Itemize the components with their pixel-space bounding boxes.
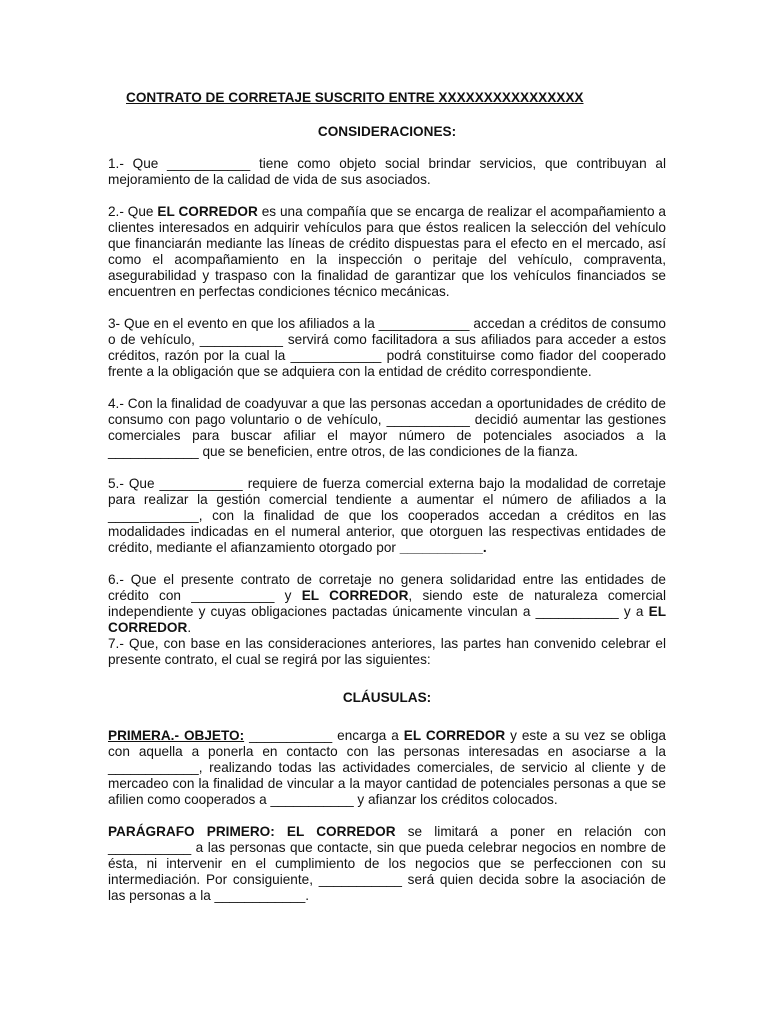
clauses-heading: CLÁUSULAS:: [342, 690, 432, 705]
consideration-5: 5.- Que ___________ requiere de fuerza comercial externa bajo la modalidad de corretaje para realizar la gestión comercial tendiente a aumentar el número de afiliados a la ____________, con la finalidad de que los cooperados accedan a créditos en las modalidades indicadas en el numeral anterior, que otorguen las respectivas entidades de crédito, mediante el afianzamiento otorgado por ___________.: [108, 476, 666, 555]
considerations-heading: CONSIDERACIONES:: [317, 124, 457, 139]
consideration-2: 2.- Que EL CORREDOR es una compañía que se encarga de realizar el acompañamiento a clientes interesados en adquirir vehículos para que éstos realicen la selección del vehículo que financiarán mediante las líneas de crédito dispuestas para el efecto en el mercado, así como el acompañamiento en la inspección o peritaje del vehículo, compraventa, asegurabilidad y traspaso con la finalidad de garantizar que los vehículos financiados se encuentren en perfectas condiciones técnico mecánicas.: [108, 204, 666, 299]
paragrafo-primero: PARÁGRAFO PRIMERO: EL CORREDOR se limitará a poner en relación con ___________ a las personas que contacte, sin que pueda celebrar negocios en nombre de ésta, ni intervenir en el cumplimiento de los negocios que se perfeccionen con su intermediación. Por consiguiente, ___________ será quien decida sobre la asociación de las personas a la ____________.: [108, 824, 666, 903]
clause-label: PARÁGRAFO PRIMERO: EL CORREDOR: [108, 824, 396, 839]
corredor-term: EL CORREDOR: [108, 604, 666, 635]
corredor-term: EL CORREDOR: [403, 728, 506, 743]
clause-primera: PRIMERA.- OBJETO: ___________ encarga a EL CORREDOR y este a su vez se obliga con aquella a ponerla en contacto con las personas interesadas en asociarse a la ____________, realizando todas las actividades comerciales, de servicio al cliente y de mercadeo con la finalidad de vincular a la mayor cantidad de potenciales personas a que se afilien como cooperados a ___________ y afianzar los créditos colocados.: [108, 728, 666, 807]
clause-label: PRIMERA.- OBJETO:: [108, 728, 245, 743]
consideration-4: 4.- Con la finalidad de coadyuvar a que las personas accedan a oportunidades de crédito de consumo con pago voluntario o de vehículo, ___________ decidió aumentar las gestiones comerciales para buscar afiliar el mayor número de potenciales asociados a la ____________ que se beneficien, entre otros, de las condiciones de la fianza.: [108, 396, 666, 459]
corredor-term: EL CORREDOR: [157, 204, 258, 219]
corredor-term: EL CORREDOR: [301, 588, 409, 603]
contract-title: CONTRATO DE CORRETAJE SUSCRITO ENTRE XXXXXXXXXXXXXXXX: [126, 90, 584, 105]
consideration-1: 1.- Que ___________ tiene como objeto social brindar servicios, que contribuyan al mejoramiento de la calidad de vida de sus asociados.: [108, 156, 666, 187]
consideration-3: 3- Que en el evento en que los afiliados a la ____________ accedan a créditos de consumo o de vehículo, ___________ servirá como facilitadora a sus afiliados para acceder a estos créditos, razón por la cual la ____________ podrá constituirse como fiador del cooperado frente a la obligación que se adquiera con la entidad de crédito correspondiente.: [108, 316, 666, 379]
consideration-7: 7.- Que, con base en las consideraciones anteriores, las partes han convenido celebrar el presente contrato, el cual se regirá por las siguientes:: [108, 636, 666, 667]
consideration-6: 6.- Que el presente contrato de corretaje no genera solidaridad entre las entidades de crédito con ___________ y EL CORREDOR, siendo este de naturaleza comercial independiente y cuyas obligaciones pactadas únicamente vinculan a ___________ y a EL CORREDOR.: [108, 572, 666, 635]
blank-field: ___________.: [399, 540, 487, 555]
